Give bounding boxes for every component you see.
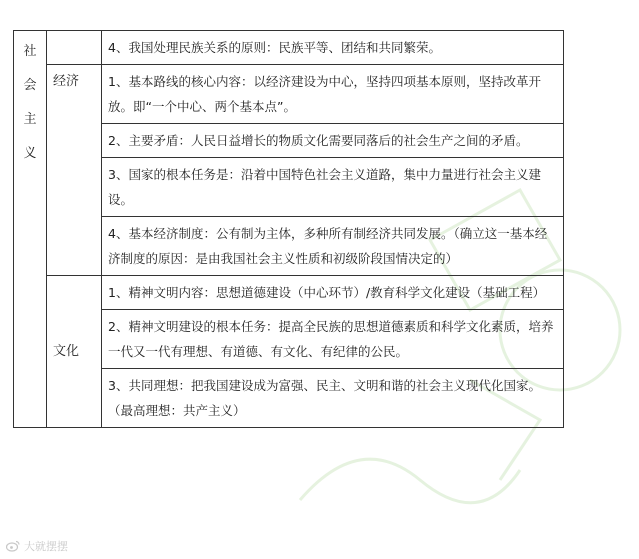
- category-char: 义: [23, 146, 37, 161]
- item-text: 1、基本路线的核心内容：以经济建设为中心，坚持四项基本原则，坚持改革开放。即“一个中心、两个基本点”。: [102, 65, 564, 124]
- category-char: 主: [23, 112, 37, 127]
- item-text: 2、精神文明建设的根本任务：提高全民族的思想道德素质和科学文化素质，培养一代又一代有理想、有道德、有文化、有纪律的公民。: [102, 310, 564, 369]
- section-label-cell: [47, 31, 102, 65]
- category-char: 社: [23, 44, 37, 59]
- section-label: 经济: [53, 74, 80, 89]
- item-text: 4、我国处理民族关系的原则：民族平等、团结和共同繁荣。: [102, 31, 564, 65]
- watermark-text: 大就摆摆: [24, 540, 68, 553]
- item-text: 4、基本经济制度：公有制为主体，多种所有制经济共同发展。（确立这一基本经济制度的原因：是由我国社会主义性质和初级阶段国情决定的）: [102, 217, 564, 276]
- watermark-footer: [6, 538, 68, 554]
- section-label-cell: [47, 65, 102, 276]
- socialism-outline-table: [13, 30, 564, 428]
- weibo-icon: [6, 540, 20, 552]
- item-text: 2、主要矛盾：人民日益增长的物质文化需要同落后的社会生产之间的矛盾。: [102, 124, 564, 158]
- table-row: [14, 65, 564, 124]
- section-label-cell: [47, 276, 102, 428]
- category-char: 会: [23, 78, 37, 93]
- section-label: 文化: [53, 344, 80, 359]
- item-text: 1、精神文明内容：思想道德建设（中心环节）/教育科学文化建设（基础工程）: [102, 276, 564, 310]
- table-row: [14, 31, 564, 65]
- item-text: 3、共同理想：把我国建设成为富强、民主、文明和谐的社会主义现代化国家。（最高理想：共产主义）: [102, 369, 564, 428]
- table-row: [14, 276, 564, 310]
- category-cell: [14, 31, 47, 428]
- item-text: 3、国家的根本任务是：沿着中国特色社会主义道路，集中力量进行社会主义建设。: [102, 158, 564, 217]
